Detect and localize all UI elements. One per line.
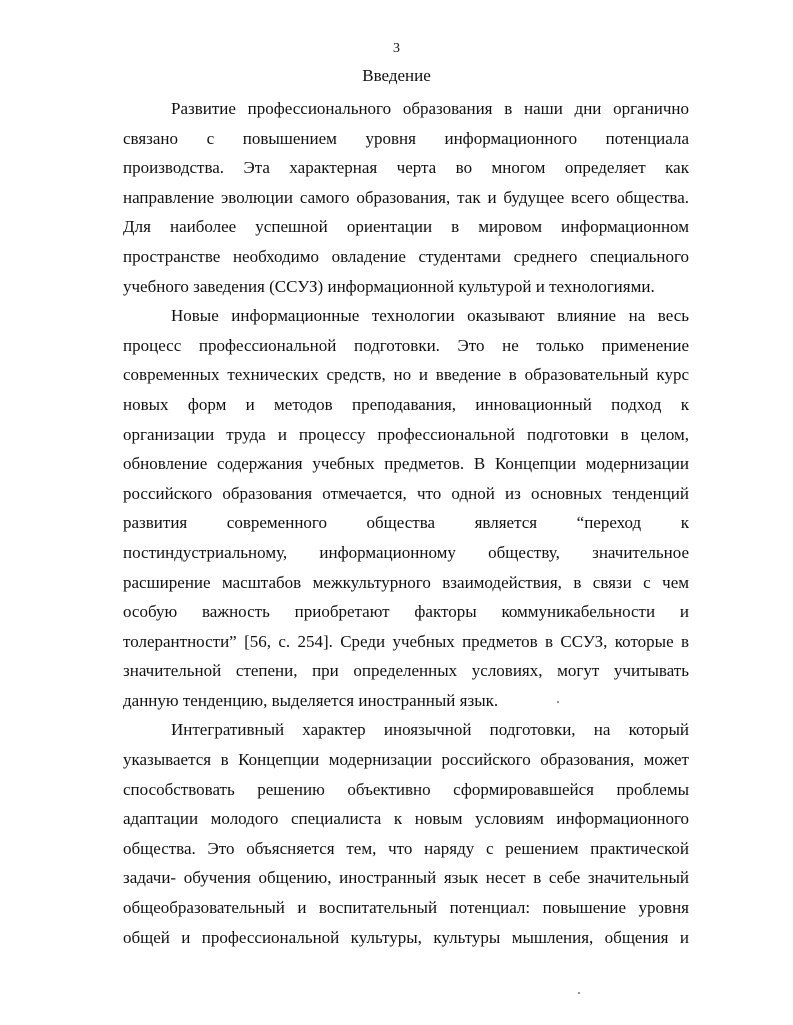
text-line: расширение масштабов межкультурного взаимодействия, в связи с чем <box>123 572 689 592</box>
text-line: указывается в Концепции модернизации российского образования, может <box>123 750 689 770</box>
text-line: направление эволюции самого образования, так и будущее всего общества. <box>123 187 689 207</box>
text-line: организации труда и процессу профессиональной подготовки в целом, <box>123 424 689 444</box>
text-line: пространстве необходимо овладение студентами среднего специального <box>123 246 689 266</box>
text-line: Для наиболее успешной ориентации в мировом информационном <box>123 217 689 237</box>
text-line: особую важность приобретают факторы коммуникабельности и <box>123 602 689 622</box>
text-line: общества. Это объясняется тем, что наряду с решением практической <box>123 838 689 858</box>
text-line: Новые информационные технологии оказывают влияние на весь <box>171 306 689 326</box>
paragraph-3 <box>123 715 689 952</box>
paragraph-2 <box>123 301 689 715</box>
text-line: российского образования отмечается, что одной из основных тенденций <box>123 483 689 503</box>
text-line: адаптации молодого специалиста к новым условиям информационного <box>123 809 689 829</box>
paragraph-1 <box>123 94 689 301</box>
text-line: Интегративный характер иноязычной подготовки, на который <box>171 720 689 740</box>
scan-speck <box>578 992 580 994</box>
text-line: развития современного общества является “переход к <box>123 513 689 533</box>
text-line: современных технических средств, но и введение в образовательный курс <box>123 365 689 385</box>
text-line: производства. Эта характерная черта во многом определяет как <box>123 158 689 178</box>
text-line: постиндустриальному, информационному обществу, значительное <box>123 542 689 562</box>
text-line: задачи- обучения общению, иностранный язык несет в себе значительный <box>123 868 689 888</box>
section-heading: Введение <box>362 66 431 85</box>
text-line: процесс профессиональной подготовки. Это не только применение <box>123 335 689 355</box>
text-line: новых форм и методов преподавания, инновационный подход к <box>123 394 689 414</box>
text-line: учебного заведения (ССУЗ) информационной культурой и технологиями. <box>123 276 655 296</box>
page-number: 3 <box>393 41 400 56</box>
text-line: толерантности” [56, с. 254]. Среди учебных предметов в ССУЗ, которые в <box>123 631 689 651</box>
text-line: способствовать решению объективно сформировавшейся проблемы <box>123 779 689 799</box>
text-line: Развитие профессионального образования в наши дни органично <box>171 99 689 118</box>
text-line: обновление содержания учебных предметов. В Концепции модернизации <box>123 454 689 474</box>
text-line: общей и профессиональной культуры, культуры мышления, общения и <box>123 927 689 947</box>
text-line: связано с повышением уровня информационного потенциала <box>123 128 689 148</box>
body-text <box>123 94 689 952</box>
text-line: данную тенденцию, выделяется иностранный язык. <box>123 690 499 710</box>
scan-speck <box>557 701 559 703</box>
text-line: общеобразовательный и воспитательный потенциал: повышение уровня <box>123 898 689 918</box>
text-line: значительной степени, при определенных условиях, могут учитывать <box>123 661 689 681</box>
